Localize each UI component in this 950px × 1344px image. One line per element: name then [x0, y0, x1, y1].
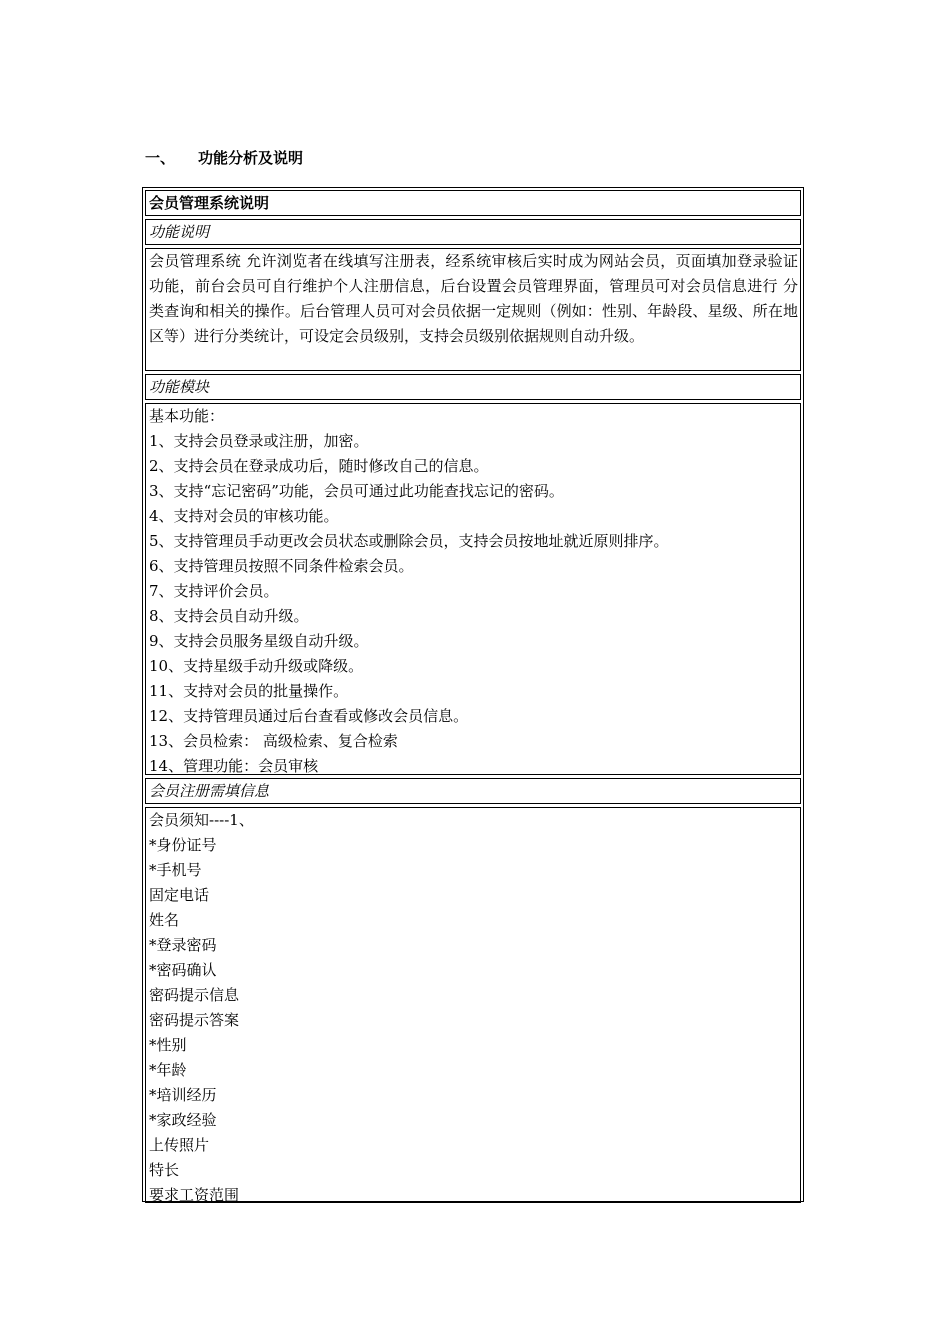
list-item: *培训经历: [149, 1086, 217, 1104]
list-item: 11、支持对会员的批量操作。: [149, 682, 349, 700]
list-item: *密码确认: [149, 961, 217, 979]
function-description-text: 会员管理系统 允许浏览者在线填写注册表，经系统审核后实时成为网站会员，页面填加登录验证功能，前台会员可自行维护个人注册信息，后台设置会员管理界面，管理员可对会员信息进行 分类查询和相关的操作。后台管理人员可对会员依据一定规则（例如：性别、年龄段、星级、所在地区等）进行分类统计，可设定会员级别，支持会员级别依据规则自动升级。: [145, 248, 801, 371]
function-description-label: 功能说明: [145, 219, 801, 245]
list-item: *家政经验: [149, 1111, 217, 1129]
list-item: 12、支持管理员通过后台查看或修改会员信息。: [149, 707, 469, 725]
function-modules-label: 功能模块: [145, 374, 801, 400]
registration-info-label: 会员注册需填信息: [145, 778, 801, 804]
registration-info-list: [145, 807, 801, 1203]
list-item: 8、支持会员自动升级。: [149, 607, 309, 625]
member-system-table: [142, 187, 804, 1202]
list-item: 4、支持对会员的审核功能。: [149, 507, 339, 525]
list-item: 2、支持会员在登录成功后，随时修改自己的信息。: [149, 457, 489, 475]
list-item: 6、支持管理员按照不同条件检索会员。: [149, 557, 414, 575]
list-item: *年龄: [149, 1061, 187, 1079]
list-item: 13、会员检索： 高级检索、复合检索: [149, 732, 398, 750]
section-title: 功能分析及说明: [198, 149, 304, 167]
list-item: 14、管理功能：会员审核: [149, 757, 319, 775]
list-item: 密码提示信息: [149, 986, 240, 1004]
list-item: 密码提示答案: [149, 1011, 240, 1029]
list-item: *手机号: [149, 861, 202, 879]
list-item: 固定电话: [149, 886, 210, 904]
list-item: 9、支持会员服务星级自动升级。: [149, 632, 369, 650]
section-number: 一、: [145, 149, 176, 167]
list-item: 特长: [149, 1161, 180, 1179]
list-item: *登录密码: [149, 936, 217, 954]
list-item: 基本功能：: [149, 407, 225, 425]
list-item: *身份证号: [149, 836, 217, 854]
list-item: 会员须知----1、: [149, 811, 254, 829]
list-item: 上传照片: [149, 1136, 210, 1154]
list-item: 1、支持会员登录或注册，加密。: [149, 432, 369, 450]
list-item: 10、支持星级手动升级或降级。: [149, 657, 364, 675]
function-modules-list: [145, 403, 801, 775]
list-item: *性别: [149, 1036, 187, 1054]
list-item: 要求工资范围: [149, 1186, 240, 1204]
section-heading: [145, 146, 303, 170]
list-item: 5、支持管理员手动更改会员状态或删除会员，支持会员按地址就近原则排序。: [149, 532, 669, 550]
table-title: 会员管理系统说明: [145, 190, 801, 216]
list-item: 3、支持“忘记密码”功能，会员可通过此功能查找忘记的密码。: [149, 482, 564, 500]
list-item: 7、支持评价会员。: [149, 582, 279, 600]
list-item: 姓名: [149, 911, 180, 929]
